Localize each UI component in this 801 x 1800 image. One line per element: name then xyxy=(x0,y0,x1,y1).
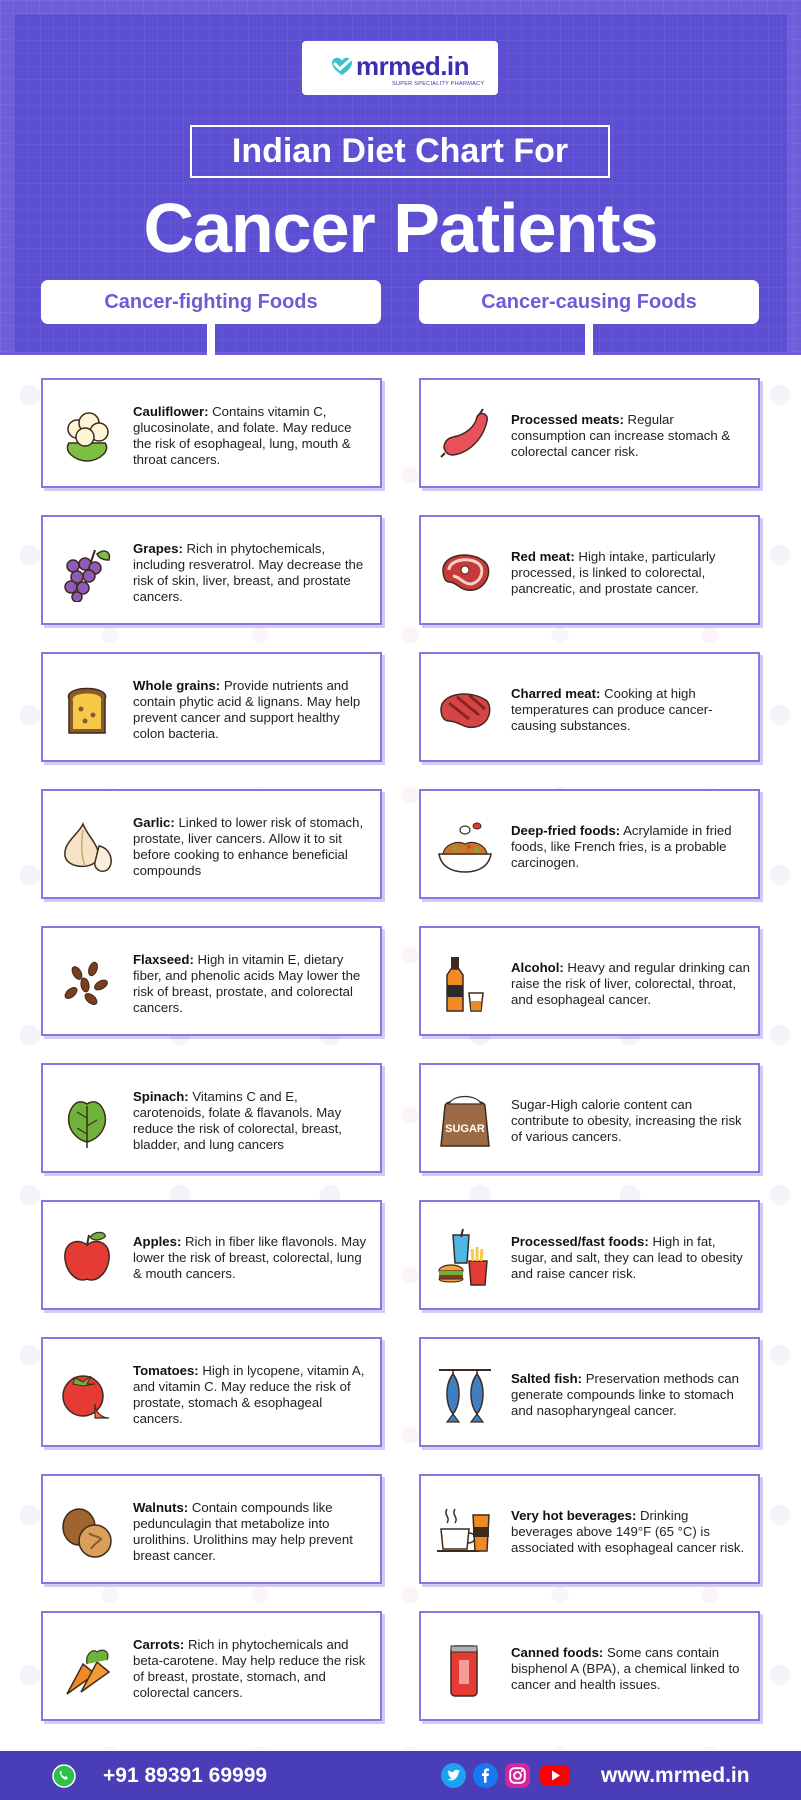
logo-wordmark: mrmed.in xyxy=(356,51,470,81)
column-heading-fighting: Cancer-fighting Foods xyxy=(41,280,381,324)
food-description: Spinach: Vitamins C and E, carotenoids, folate & flavanols. May reduce the risk of colorectal, breast, bladder, and lung cancers xyxy=(133,1089,342,1152)
food-description: Whole grains: Provide nutrients and contain phytic acid & lignans. May help prevent cancer and support healthy colon bacteria. xyxy=(133,678,361,741)
sausage-icon xyxy=(435,405,495,465)
food-description: Sugar-High calorie content can contribute to obesity, increasing the risk of various cancers. xyxy=(511,1097,742,1144)
sugar-icon xyxy=(435,1090,495,1150)
flaxseed-icon xyxy=(57,953,117,1013)
food-description: Very hot beverages: Drinking beverages above 149°F (65 °C) is associated with esophageal cancer risk. xyxy=(511,1508,745,1555)
food-description: Salted fish: Preservation methods can generate compounds linke to stomach and nasopharyngeal cancer. xyxy=(511,1371,739,1418)
steak-icon xyxy=(435,542,495,602)
instagram-icon[interactable] xyxy=(505,1763,530,1788)
title-box xyxy=(190,125,610,178)
food-description: Walnuts: Contain compounds like pedunculagin that metabolize into urolithins. Urolithins may help prevent breast cancer. xyxy=(133,1500,353,1563)
food-card-deep-fried xyxy=(419,789,760,899)
food-description: Garlic: Linked to lower risk of stomach, prostate, liver cancers. Allow it to sit before cooking to enhance beneficial compounds xyxy=(133,815,364,878)
charred-meat-icon xyxy=(435,679,495,739)
fast-food-icon xyxy=(435,1227,495,1287)
tomato-icon xyxy=(57,1364,117,1424)
food-card-alcohol xyxy=(419,926,760,1036)
bread-icon xyxy=(57,679,117,739)
food-card-cauliflower xyxy=(41,378,382,488)
food-card-tomatoes xyxy=(41,1337,382,1447)
carrot-icon xyxy=(57,1638,117,1698)
food-card-whole-grains xyxy=(41,652,382,762)
cauliflower-icon xyxy=(57,405,117,465)
garlic-icon xyxy=(57,816,117,876)
canned-food-icon xyxy=(435,1638,495,1698)
website-link[interactable]: www.mrmed.in xyxy=(601,1764,750,1787)
grapes-icon xyxy=(57,542,117,602)
food-description: Cauliflower: Contains vitamin C, glucosinolate, and folate. May reduce the risk of esophageal, lung, mouth & throat cancers. xyxy=(133,404,352,467)
food-description: Red meat: High intake, particularly processed, is linked to colorectal, pancreatic, and prostate cancer. xyxy=(511,549,716,596)
spinach-icon xyxy=(57,1090,117,1150)
facebook-icon[interactable] xyxy=(473,1763,498,1788)
salted-fish-icon xyxy=(435,1364,495,1424)
food-card-canned-foods xyxy=(419,1611,760,1721)
column-connector xyxy=(585,324,593,355)
brand-logo[interactable] xyxy=(302,41,498,95)
page-subtitle: Indian Diet Chart For xyxy=(231,132,569,170)
food-card-fast-food xyxy=(419,1200,760,1310)
alcohol-icon xyxy=(435,953,495,1013)
food-description: Tomatoes: High in lycopene, vitamin A, and vitamin C. May reduce the risk of prostate, stomach & esophageal cancers. xyxy=(133,1363,365,1426)
food-card-spinach xyxy=(41,1063,382,1173)
footer-bar xyxy=(0,1751,801,1800)
contact-phone[interactable]: +91 89391 69999 xyxy=(103,1764,268,1787)
header-banner xyxy=(0,0,801,355)
food-card-flaxseed xyxy=(41,926,382,1036)
logo-tagline: SUPER SPECIALITY PHARMACY xyxy=(392,81,485,87)
food-card-salted-fish xyxy=(419,1337,760,1447)
column-connector xyxy=(207,324,215,355)
food-description: Flaxseed: High in vitamin E, dietary fiber, and phenolic acids May lower the risk of breast, prostate, and colorectal cancers. xyxy=(133,952,361,1015)
food-description: Grapes: Rich in phytochemicals, including resveratrol. May decrease the risk of skin, liver, breast, and prostate cancers. xyxy=(133,541,364,604)
food-description: Processed/fast foods: High in fat, sugar, and salt, they can lead to obesity and raise cancer risk. xyxy=(511,1234,743,1281)
food-description: Carrots: Rich in phytochemicals and beta-carotene. May help reduce the risk of breast, prostate, stomach, and colorectal cancers. xyxy=(133,1637,366,1700)
whatsapp-icon[interactable] xyxy=(52,1764,76,1788)
food-card-carrots xyxy=(41,1611,382,1721)
food-card-apples xyxy=(41,1200,382,1310)
column-heading-causing: Cancer-causing Foods xyxy=(419,280,759,324)
food-card-sugar xyxy=(419,1063,760,1173)
food-description: Deep-fried foods: Acrylamide in fried foods, like French fries, is a probable carcinogen. xyxy=(511,823,732,870)
fried-food-icon xyxy=(435,816,495,876)
food-card-processed-meats xyxy=(419,378,760,488)
food-description: Processed meats: Regular consumption can increase stomach & colorectal cancer risk. xyxy=(511,412,731,459)
page-title: Cancer Patients xyxy=(143,189,658,267)
walnut-icon xyxy=(57,1501,117,1561)
hot-beverage-icon xyxy=(435,1501,495,1561)
youtube-icon[interactable] xyxy=(540,1763,570,1788)
food-description: Apples: Rich in fiber like flavonols. May lower the risk of breast, colorectal, lung & mouth cancers. xyxy=(133,1234,367,1281)
food-card-walnuts xyxy=(41,1474,382,1584)
food-card-grapes xyxy=(41,515,382,625)
food-description: Charred meat: Cooking at high temperatures can produce cancer-causing substances. xyxy=(511,686,713,733)
food-card-charred-meat xyxy=(419,652,760,762)
svg-text:SUGAR: SUGAR xyxy=(445,1123,485,1135)
food-description: Alcohol: Heavy and regular drinking can raise the risk of liver, colorectal, throat, and esophageal cancer. xyxy=(511,960,750,1007)
food-card-red-meat xyxy=(419,515,760,625)
apple-icon xyxy=(57,1227,117,1287)
food-description: Canned foods: Some cans contain bisphenol A (BPA), a chemical linked to cancer and health issues. xyxy=(511,1645,740,1692)
twitter-icon[interactable] xyxy=(441,1763,466,1788)
food-card-garlic xyxy=(41,789,382,899)
food-card-hot-beverages xyxy=(419,1474,760,1584)
